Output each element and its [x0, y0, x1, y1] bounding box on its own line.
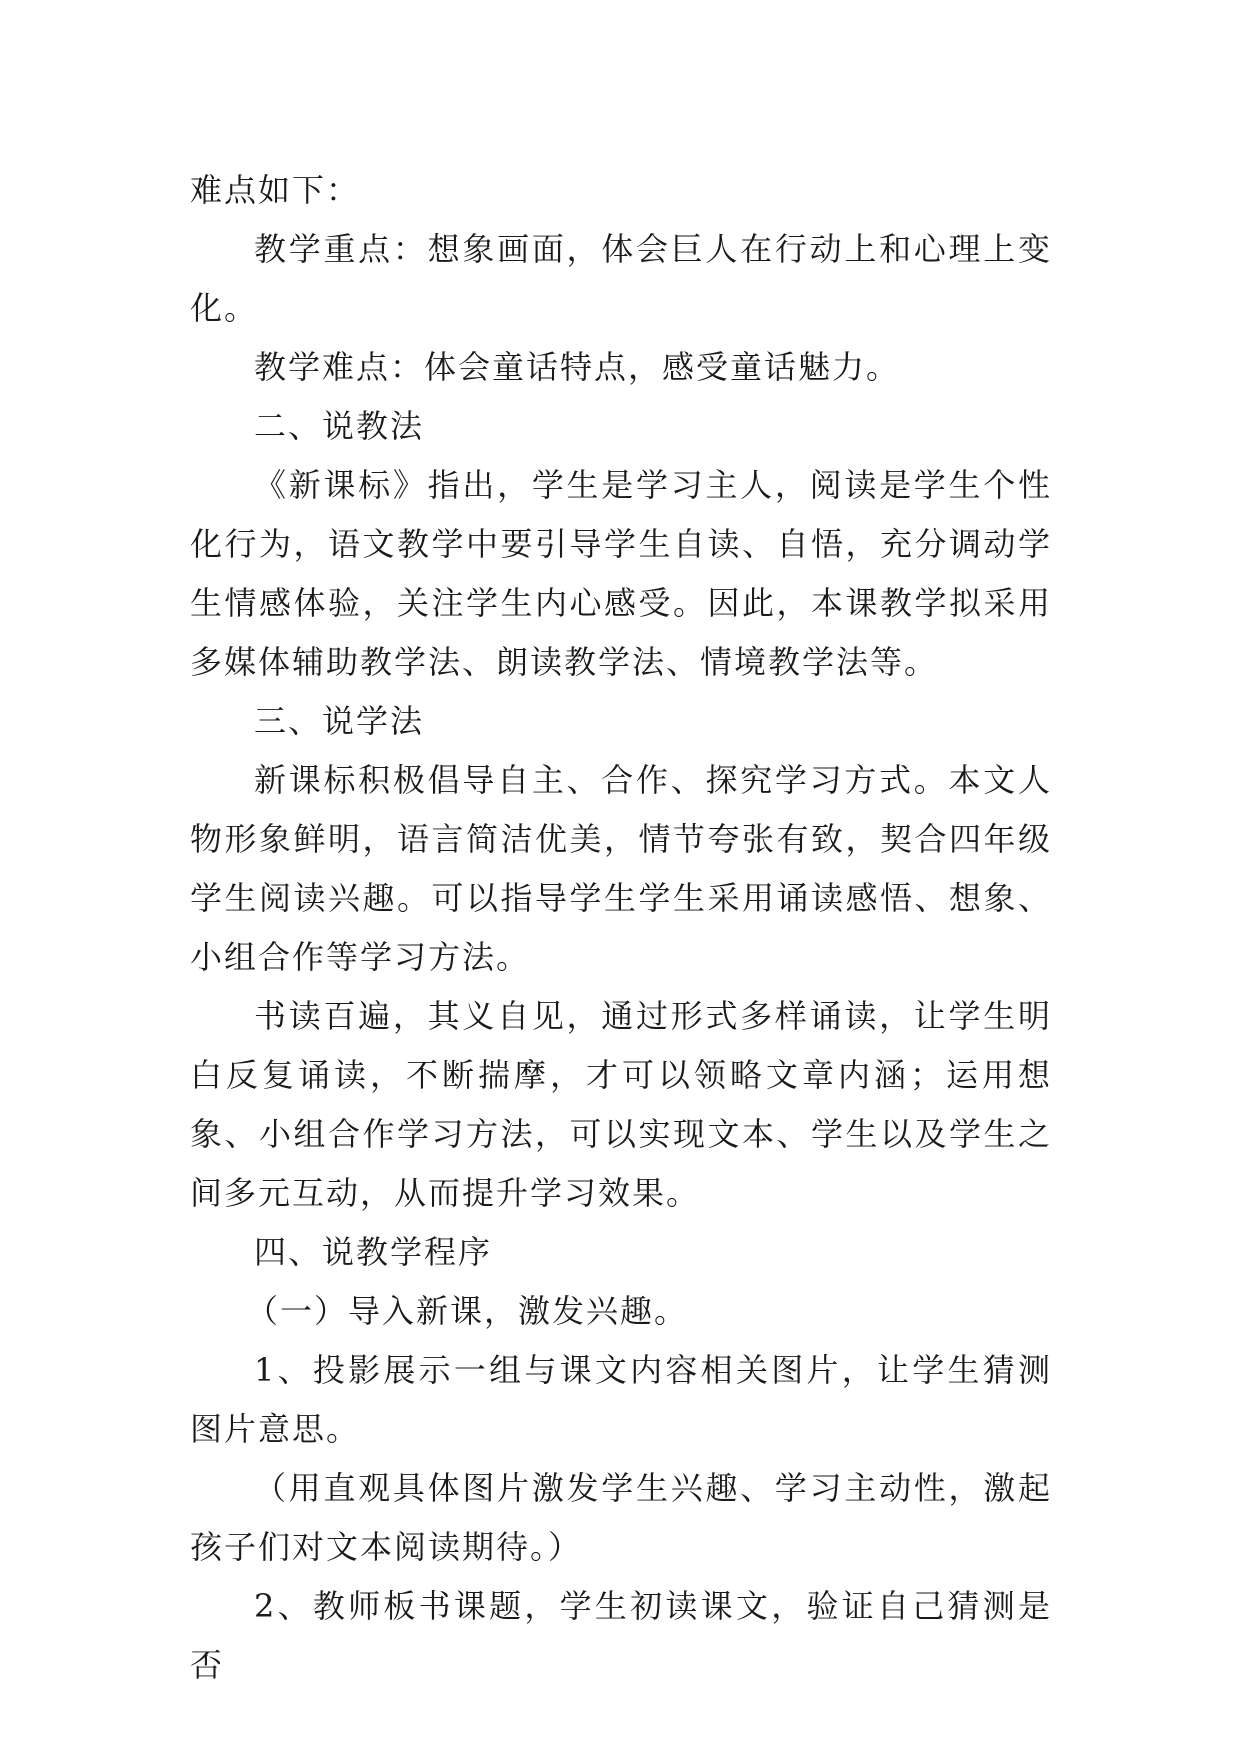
paragraph-step-1-note: （用直观具体图片激发学生兴趣、学习主动性，激起孩子们对文本阅读期待。）: [190, 1469, 1052, 1566]
section-heading-teaching-procedure: 四、说教学程序: [254, 1233, 493, 1271]
paragraph-teaching-focus: 教学重点：想象画面，体会巨人在行动上和心理上变化。: [190, 230, 1052, 327]
paragraph-step-1: 1、投影展示一组与课文内容相关图片，让学生猜测图片意思。: [190, 1351, 1052, 1448]
paragraph-teaching-method: 《新课标》指出，学生是学习主人，阅读是学生个性化行为，语文教学中要引导学生自读、自悟，充分调动学生情感体验，关注学生内心感受。因此，本课教学拟采用多媒体辅助教学法、朗读教学法、情境教学法等。: [190, 466, 1052, 681]
section-heading-learning-method: 三、说学法: [254, 702, 425, 740]
section-heading-teaching-method: 二、说教法: [254, 407, 425, 445]
subsection-heading-introduction: （一）导入新课，激发兴趣。: [246, 1292, 689, 1330]
document-body: [190, 161, 1052, 1695]
paragraph-difficulty-intro: 难点如下：: [190, 171, 361, 209]
paragraph-step-2: 2、教师板书课题，学生初读课文，验证自己猜测是否: [190, 1587, 1052, 1684]
paragraph-reading-practice: 书读百遍，其义自见，通过形式多样诵读，让学生明白反复诵读，不断揣摩，才可以领略文章内涵；运用想象、小组合作学习方法，可以实现文本、学生以及学生之间多元互动，从而提升学习效果。: [190, 997, 1052, 1212]
paragraph-learning-method: 新课标积极倡导自主、合作、探究学习方式。本文人物形象鲜明，语言简洁优美，情节夸张有致，契合四年级学生阅读兴趣。可以指导学生学生采用诵读感悟、想象、小组合作等学习方法。: [190, 761, 1052, 976]
paragraph-teaching-difficulty: 教学难点：体会童话特点，感受童话魅力。: [254, 348, 901, 386]
